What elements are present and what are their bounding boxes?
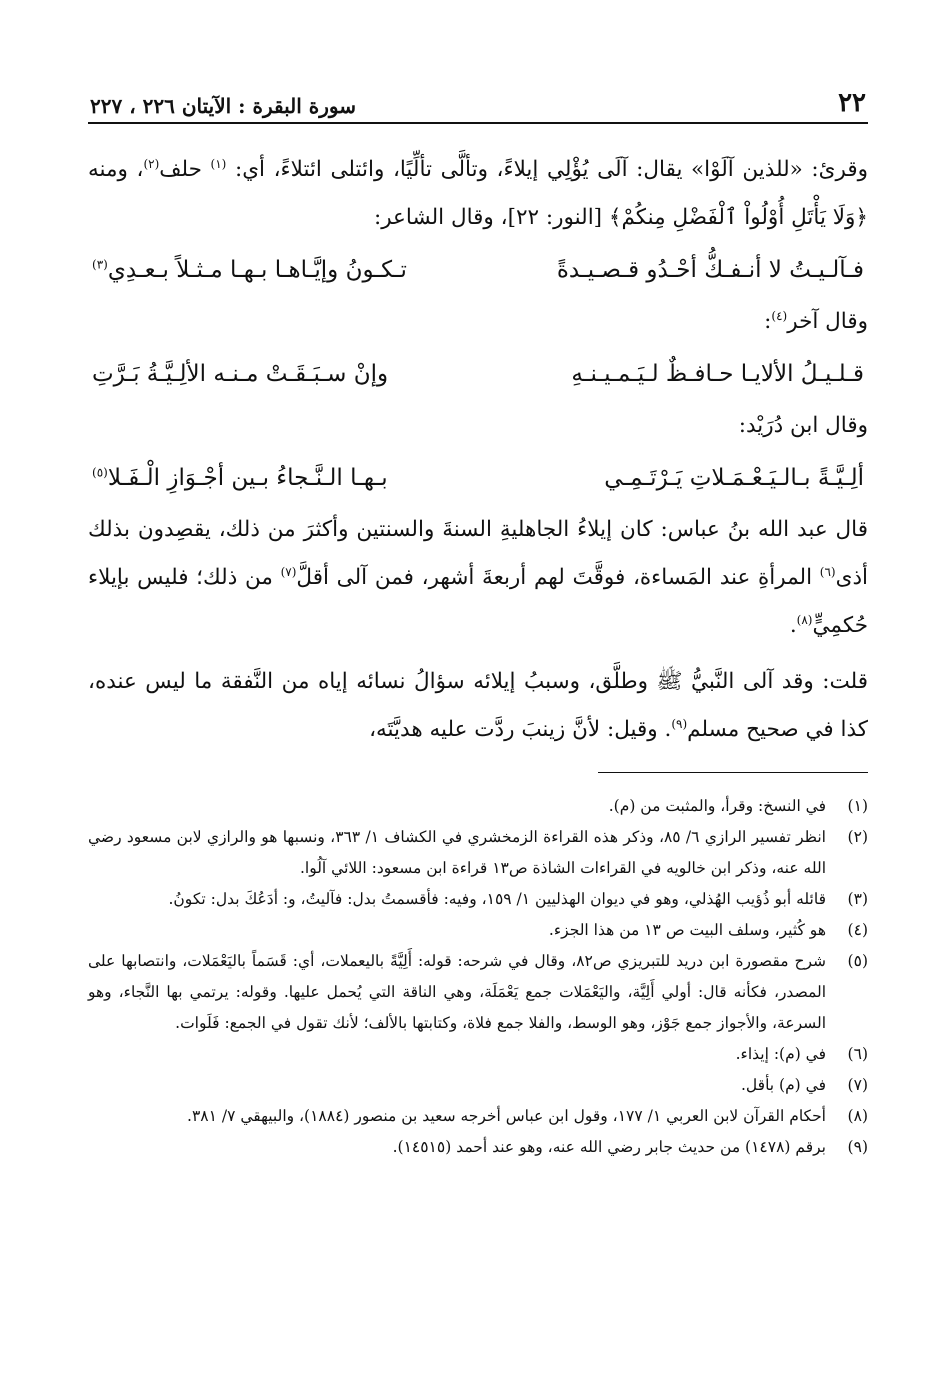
footnote-number: (٣): [847, 890, 868, 908]
footnote: [88, 1070, 868, 1101]
p2-a: قال عبد الله بنُ عباس: كان إيلاءُ الجاهليةِ السنةَ والسنتين وأكثرَ من ذلك، يقصِدون بذلك أذى: [88, 517, 868, 590]
footnote-text: هو كُثير، وسلف البيت ص ١٣ من هذا الجزء.: [548, 921, 826, 939]
page-number: ٢٢: [838, 88, 866, 118]
footnote-text: شرح مقصورة ابن دريد للتبريزي ص٨٢، وقال في شرحه: قوله: أَلِيَّةً باليعملات، أي: قَسَماً باليَعْمَلات، وانتصابها على المصدر، فكأنه قال: أولي أَلِيَّة، واليَعْمَلات جمع يَعْمَلَة، وهي الناقة التي يُحمل عليها. وقوله: يرتمي بها النَّجاء، وهو السرعة، والأجواز جمع جَوْز، وهو الوسط، والفلا جمع فلاة، وكتابتها بالألف؛ لأنك تقول في الجمع: فَلَوات.: [88, 952, 826, 1032]
footnote-ref-5: (٥): [92, 465, 108, 480]
footnote: [88, 1132, 868, 1163]
footnote-ref-1: (١): [210, 156, 227, 171]
p2-end: .: [789, 613, 797, 638]
paragraph-3: [88, 658, 868, 754]
p2-c: من ذلك؛ فليس بإيلاء حُكمِيٍّ: [88, 565, 868, 638]
footnotes: [88, 791, 868, 1163]
footnote: [88, 791, 868, 822]
p1-text: وقرئ: «للذين آلَوْا» يقال: آلَى يُؤْلِي إيلاءً، وتألَّى تألِّيًا، وائتلى ائتلاءً، أي:: [234, 157, 868, 182]
footnote-text: قائله أبو ذُؤيب الهُذلي، وهو في ديوان الهذليين ١/ ١٥٩، وفيه: فأقسمتُ بدل: فآليتُ، و: أدَعُكَ بدل: تكونُ.: [168, 890, 826, 908]
footnote-ref-4: (٤): [771, 308, 788, 323]
book-page: [88, 78, 868, 1163]
footnote-text: في (م) بأقل.: [741, 1076, 826, 1094]
p1-line2b: ، ومنه ﴿وَلَا يَأْتَلِ أُوْلُواْ ٱلْفَضْلِ مِنكُمْ﴾ [النور: ٢٢]، وقال الشاعر:: [88, 157, 868, 230]
footnote-separator: [598, 772, 868, 773]
verse-1: [88, 242, 868, 298]
footnote-number: (٥): [847, 952, 868, 970]
verse-3: [88, 450, 868, 506]
footnote: [88, 822, 868, 884]
footnote-text: أحكام القرآن لابن العربي ١/ ١٧٧، وقول ابن عباس أخرجه سعيد بن منصور (١٨٨٤)، والبيهقي ٧/ ٣٨١.: [187, 1107, 826, 1125]
main-text: [88, 146, 868, 754]
footnote-text: انظر تفسير الرازي ٦/ ٨٥، وذكر هذه القراءة الزمخشري في الكشاف ١/ ٣٦٣، ونسبها هو والرازي لابن مسعود رضي الله عنه، وذكر ابن خالويه في القراءات الشاذة ص١٣ قراءة ابن مسعود: اللائي آلُوا.: [88, 828, 826, 877]
paragraph-1: [88, 146, 868, 242]
paragraph-2: [88, 506, 868, 650]
footnote: [88, 884, 868, 915]
footnote-ref-3: (٣): [92, 257, 108, 272]
p3-b: . وقيل: لأنَّ زينبَ ردَّت عليه هديَّتَه،: [369, 717, 672, 742]
verse-2: [88, 346, 868, 402]
footnote-number: (٩): [847, 1138, 868, 1156]
footnote-number: (٤): [847, 921, 868, 939]
running-title: سورة البقرة : الآيتان ٢٢٦ ، ٢٢٧: [90, 94, 356, 118]
footnote-number: (٨): [847, 1107, 868, 1125]
footnote: [88, 915, 868, 946]
footnote-text: في (م): إيذاء.: [735, 1045, 826, 1063]
footnote-number: (٦): [847, 1045, 868, 1063]
footnote-text: برقم (١٤٧٨) من حديث جابر رضي الله عنه، وهو عند أحمد (١٤٥١٥).: [392, 1138, 826, 1156]
p3-a: قلت: وقد آلى النَّبيُّ ﷺ وطلَّق، وسببُ إيلائه سؤالُ نسائه إياه من النَّفقة ما ليس عنده، كذا في صحيح مسلم: [88, 669, 868, 742]
footnote: [88, 946, 868, 1039]
footnote-text: في النسخ: وقرأ، والمثبت من (م).: [608, 797, 826, 815]
verse-2-first-hemistich: قـلـيـلُ الألايـا حـافـظٌ لـيَـمـيـنـهِ: [571, 361, 864, 387]
p1-line2a: حلف: [159, 157, 202, 182]
footnote-ref-8: (٨): [796, 612, 813, 627]
verse-2-second-hemistich: وإنْ سـبَـقَـتْ مـنـه الألِـيَّـةُ بَـرَّتِ: [92, 361, 389, 387]
footnote-number: (٢): [847, 828, 868, 846]
verse-3-first-hemistich: ألِـيَّـةً بـالـيَـعْـمَـلاتِ يَـرْتَـمِـي: [604, 465, 864, 491]
verse-3-intro: وقال ابن دُرَيْد:: [738, 413, 868, 438]
verse-2-intro: وقال آخر$^{(٤)}$:: [764, 308, 868, 334]
footnote: [88, 1101, 868, 1132]
footnote-ref-9: (٩): [671, 716, 688, 731]
footnote: [88, 1039, 868, 1070]
p2-b: المرأةِ عند المَساءة، فوقَّتَ لهم أربعةَ أشهر، فمن آلى أقلَّ: [296, 565, 820, 590]
verse-1-first-hemistich: فـآلـيـتُ لا أنـفـكُّ أحْـدُو قـصـيـدةً: [556, 257, 864, 283]
verse-1-second-hemistich: تـكـونُ وإيَّـاهـا بـهـا مـثـلاً بـعـدِي: [107, 257, 407, 283]
page-header: [88, 78, 868, 124]
footnote-ref-6: (٦): [819, 564, 836, 579]
verse-3-second-hemistich: بـهـا الـنَّـجاءُ بـين أجْـوَازِ الْـفَـلا: [107, 465, 388, 491]
footnote-ref-7: (٧): [280, 564, 297, 579]
footnote-number: (١): [847, 797, 868, 815]
footnote-ref-2: (٢): [143, 156, 160, 171]
footnote-number: (٧): [847, 1076, 868, 1094]
intro-2-text: وقال آخر: [787, 309, 868, 334]
